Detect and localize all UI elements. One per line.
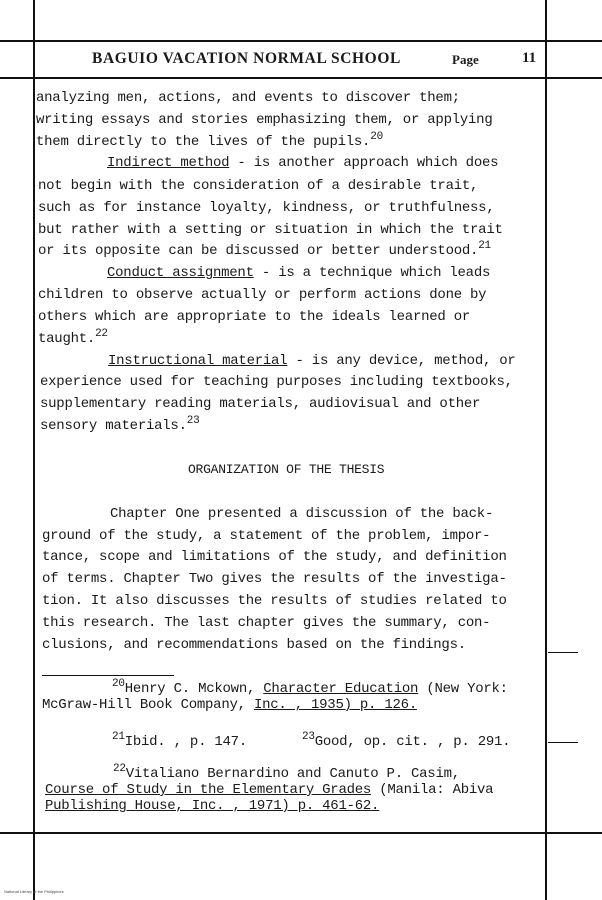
footnote-publisher: (Manila: Abiva [371, 782, 494, 798]
text-line: experience used for teaching purposes including textbooks, [40, 374, 513, 390]
text-line: not begin with the consideration of a desirable trait, [38, 178, 479, 194]
footnote-23 [302, 731, 511, 750]
text-line [38, 240, 491, 259]
text-line: others which are appropriate to the ideals learned or [38, 309, 471, 325]
footnote-22-line-2 [45, 782, 493, 798]
footer-rule [0, 832, 602, 834]
header-top-rule [0, 40, 602, 42]
footnote-20-line-2 [42, 697, 417, 713]
footnote-publisher: (New York: [418, 681, 508, 697]
line-text: them directly to the lives of the pupils. [36, 134, 371, 150]
text-line [107, 265, 490, 281]
text-line [40, 415, 200, 434]
footnote-21 [112, 731, 247, 750]
footnote-20 [112, 678, 508, 697]
text-line: such as for instance loyalty, kindness, or truthfulness, [38, 200, 495, 216]
footnote-number: 21 [112, 731, 125, 743]
left-margin-rule [33, 0, 35, 900]
page-header-title: BAGUIO VACATION NORMAL SCHOOL [92, 50, 401, 67]
footnote-author: Henry C. Mckown, [124, 681, 264, 697]
footnote-22-line-3 [45, 798, 379, 814]
footnote-book-title: Course of Study in the Elementary Grades [45, 782, 372, 798]
footnote-book-title: Character Education [263, 681, 419, 697]
footnote-22 [113, 763, 460, 782]
right-margin-rule [545, 0, 547, 900]
page-number: 11 [522, 50, 537, 66]
text-line: Chapter One presented a discussion of the back- [110, 506, 494, 522]
text-line [38, 328, 108, 347]
text-line: of terms. Chapter Two gives the results of the investiga- [42, 571, 507, 587]
text-line: supplementary reading materials, audiovisual and other [40, 396, 481, 412]
text-line: this research. The last chapter gives the summary, con- [42, 615, 491, 631]
text-line: but rather with a setting or situation in which the trait [38, 222, 503, 238]
footnote-text: McGraw-Hill Book Company, [42, 697, 254, 713]
footnote-text: Inc. , 1935) p. 126. [253, 697, 417, 713]
footnote-separator [42, 675, 174, 676]
footnote-author: Vitaliano Bernardino and Canuto P. Casim, [125, 766, 460, 782]
text-line: children to observe actually or perform actions done by [38, 287, 487, 303]
text-line: analyzing men, actions, and events to discover them; [36, 90, 460, 106]
section-heading: ORGANIZATION OF THE THESIS [188, 462, 385, 477]
text-line: clusions, and recommendations based on the findings. [42, 637, 466, 653]
text-line [36, 131, 383, 150]
line-text: sensory materials. [40, 418, 187, 434]
footnote-text: Good, op. cit. , p. 291. [314, 734, 511, 750]
line-text: - is a technique which leads [253, 265, 491, 281]
footnote-number: 20 [112, 678, 125, 690]
line-text: - is any device, method, or [287, 353, 516, 369]
footnote-ref-23: 23 [186, 415, 200, 427]
footnote-ref-21: 21 [478, 240, 491, 252]
footnote-text: Ibid. , p. 147. [124, 734, 247, 750]
scan-source-note: National Library of the Philippines [4, 889, 64, 894]
footnote-number: 22 [113, 763, 126, 775]
footnote-text: Publishing House, Inc. , 1971) p. 461-62. [45, 798, 380, 814]
term-indirect-method: Indirect method [107, 155, 230, 171]
footnote-number: 23 [302, 731, 315, 743]
page-label: Page [452, 52, 479, 67]
text-line: tance, scope and limitations of the study, and definition [42, 549, 507, 565]
header-bottom-rule [0, 77, 602, 79]
line-text: taught. [38, 331, 96, 347]
text-line: writing essays and stories emphasizing them, or applying [36, 112, 493, 128]
text-line [108, 353, 516, 369]
line-text: - is another approach which does [229, 155, 499, 171]
term-instructional-material: Instructional material [108, 353, 288, 369]
footnote-ref-22: 22 [95, 328, 108, 340]
line-text: or its opposite can be discussed or better understood. [38, 243, 479, 259]
text-line [107, 155, 498, 171]
text-line: tion. It also discusses the results of studies related to [42, 593, 507, 609]
margin-tick [548, 652, 578, 653]
footnote-ref-20: 20 [370, 131, 383, 143]
text-line: ground of the study, a statement of the problem, impor- [42, 528, 491, 544]
term-conduct-assignment: Conduct assignment [107, 265, 254, 281]
margin-tick [548, 742, 578, 743]
